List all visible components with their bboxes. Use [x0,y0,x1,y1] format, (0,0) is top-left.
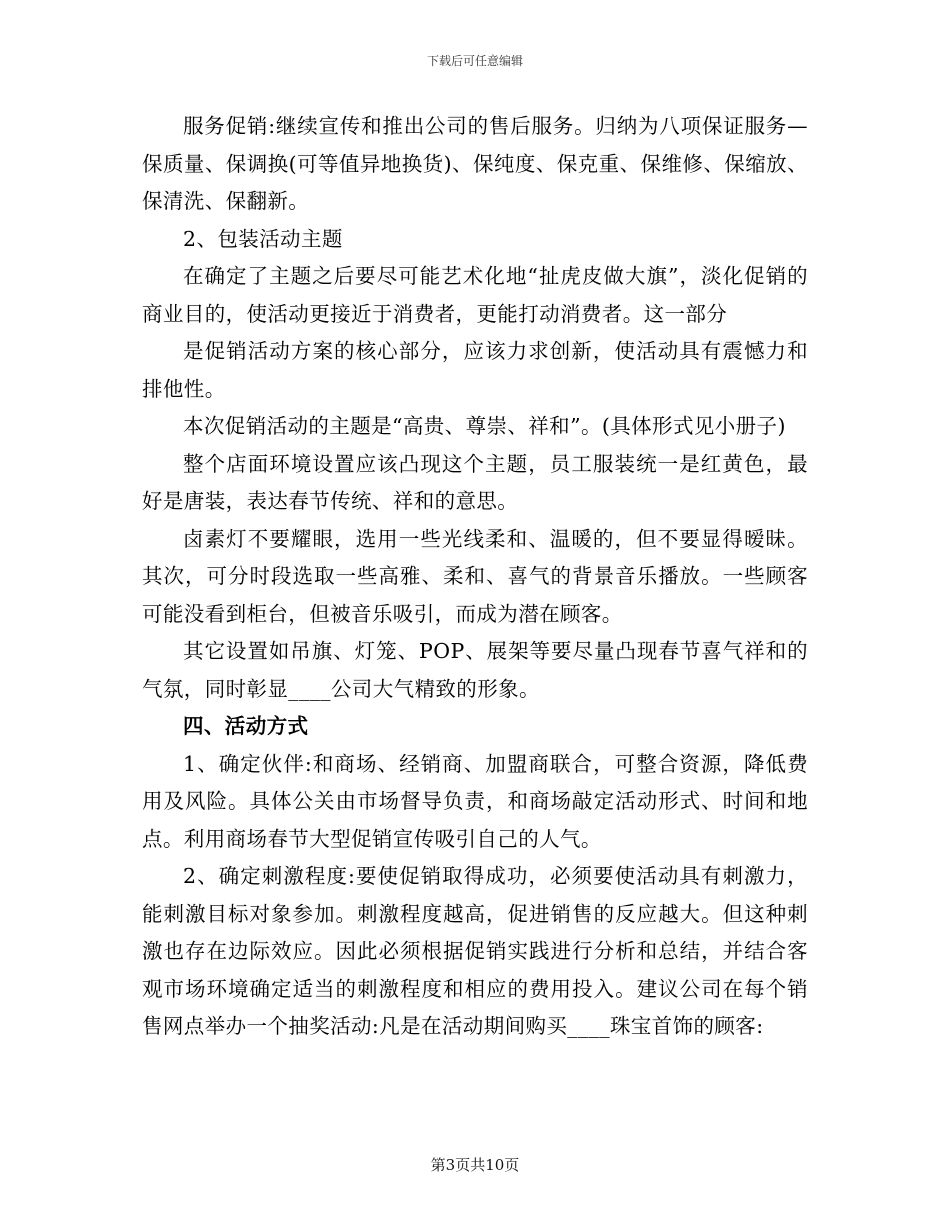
page-header: 下载后可任意编辑 [426,54,523,68]
paragraph-theme-artistic: 在确定了主题之后要尽可能艺术化地“扯虎皮做大旗”，淡化促销的商业目的，使活动更接近于消费者，更能打动消费者。这一部分 [142,264,808,326]
paragraph-lighting-music: 卤素灯不要耀眼，选用一些光线柔和、温暖的，但不要显得暧昧。其次，可分时段选取一些高雅、柔和、喜气的背景音乐播放。一些顾客可能没看到柜台，但被音乐吸引，而成为潜在顾客。 [142,526,808,626]
paragraph-stimulus-level: 2、确定刺激程度:要使促销取得成功，必须要使活动具有刺激力，能刺激目标对象参加。刺激程度越高，促进销售的反应越大。但这种刺激也存在边际效应。因此必须根据促销实践进行分析和总结，并结合客观市场环境确定适当的刺激程度和相应的费用投入。建议公司在每个销售网点举办一个抽奖活动:凡是在活动期间购买____珠宝首饰的顾客: [142,864,808,1038]
paragraph-service-promotion: 服务促销:继续宣传和推出公司的售后服务。归纳为八项保证服务—保质量、保调换(可等值异地换货)、保纯度、保克重、保维修、保缩放、保清洗、保翻新。 [142,114,808,213]
paragraph-other-settings: 其它设置如吊旗、灯笼、POP、展架等要尽量凸现春节喜气祥和的气氛，同时彰显____公司大气精致的形象。 [142,639,808,701]
paragraph-store-environment: 整个店面环境设置应该凸现这个主题，员工服装统一是红黄色，最好是唐装，表达春节传统、祥和的意思。 [142,451,808,513]
paragraph-theme-statement: 本次促销活动的主题是“高贵、尊崇、祥和”。(具体形式见小册子) [183,414,786,438]
page-footer: 第3页共10页 [430,1156,520,1174]
paragraph-partners: 1、确定伙伴:和商场、经销商、加盟商联合，可整合资源，降低费用及风险。具体公关由市场督导负责，和商场敲定活动形式、时间和地点。利用商场春节大型促销宣传吸引自己的人气。 [142,751,808,851]
paragraph-packaging-theme-heading: 2、包装活动主题 [183,226,343,251]
document-body [142,108,808,1046]
section-heading-activity-method: 四、活动方式 [183,714,309,738]
paragraph-core-part: 是促销活动方案的核心部分，应该力求创新，使活动具有震憾力和排他性。 [142,339,808,401]
